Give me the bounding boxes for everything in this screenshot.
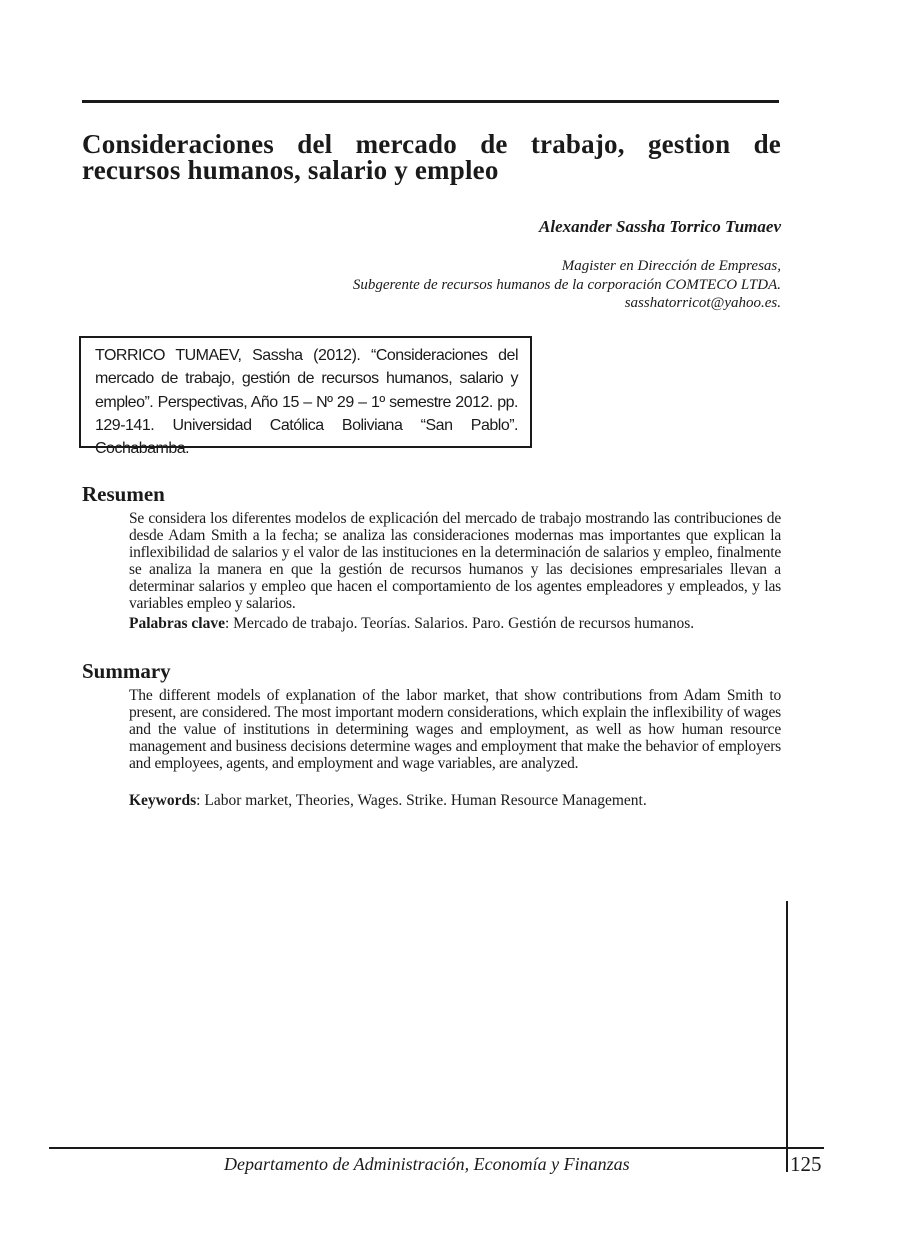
side-rule: [786, 901, 788, 1172]
footer-department: Departamento de Administración, Economía y Finanzas: [224, 1154, 630, 1174]
author-name: Alexander Sassha Torrico Tumaev: [539, 217, 781, 236]
citation-box: TORRICO TUMAEV, Sassha (2012). “Consideraciones del mercado de trabajo, gestión de recursos humanos, salario y empleo”. Perspectivas, Año 15 – Nº 29 – 1º semestre 2012. pp. 129-141. Universidad Católica Boliviana “San Pablo”. Cochabamba.: [79, 336, 532, 448]
resumen-keywords: [129, 615, 781, 633]
resumen-keywords-text: : Mercado de trabajo. Teorías. Salarios. Paro. Gestión de recursos humanos.: [225, 615, 695, 632]
resumen-keywords-label: Palabras clave: [129, 615, 225, 632]
summary-keywords-text: : Labor market, Theories, Wages. Strike. Human Resource Management.: [196, 792, 647, 809]
resumen-heading: Resumen: [82, 482, 165, 506]
resumen-text: Se considera los diferentes modelos de explicación del mercado de trabajo mostrando las contribuciones de desde Adam Smith a la fecha; se analiza las consideraciones modernas mas importantes que explican la inflexibilidad de salarios y el valor de las instituciones en la determinación de salarios y empleo, finalmente se analiza la manera en que la gestión de recursos humanos y las decisiones empresariales llevan a determinar salarios y empleo que hacen el comportamiento de los agentes empleadores y empleados, y las variables empleo y salarios.: [129, 510, 781, 613]
summary-text: The different models of explanation of the labor market, that show contributions from Adam Smith to present, are considered. The most important modern considerations, which explain the inflexibility of wages and the value of institutions in determining wages and employment, as well as how human resource management and business decisions determine wages and employment that make the behavior of employers and employees, agents, and employment and wage variables, are analyzed.: [129, 687, 781, 773]
summary-keywords: [129, 792, 781, 810]
summary-keywords-label: Keywords: [129, 792, 197, 809]
author-email: sasshatorricot@yahoo.es.: [624, 295, 781, 311]
author-affiliation: [353, 257, 781, 313]
page-number: 125: [790, 1152, 822, 1176]
article-title: Consideraciones del mercado de trabajo, gestion de recursos humanos, salario y empleo: [82, 129, 781, 185]
affiliation-position: Subgerente de recursos humanos de la corporación COMTECO LTDA.: [352, 276, 781, 293]
bottom-rule: [49, 1147, 824, 1149]
summary-heading: Summary: [82, 659, 171, 683]
top-rule: [82, 100, 779, 103]
affiliation-degree: Magister en Dirección de Empresas,: [561, 258, 781, 274]
